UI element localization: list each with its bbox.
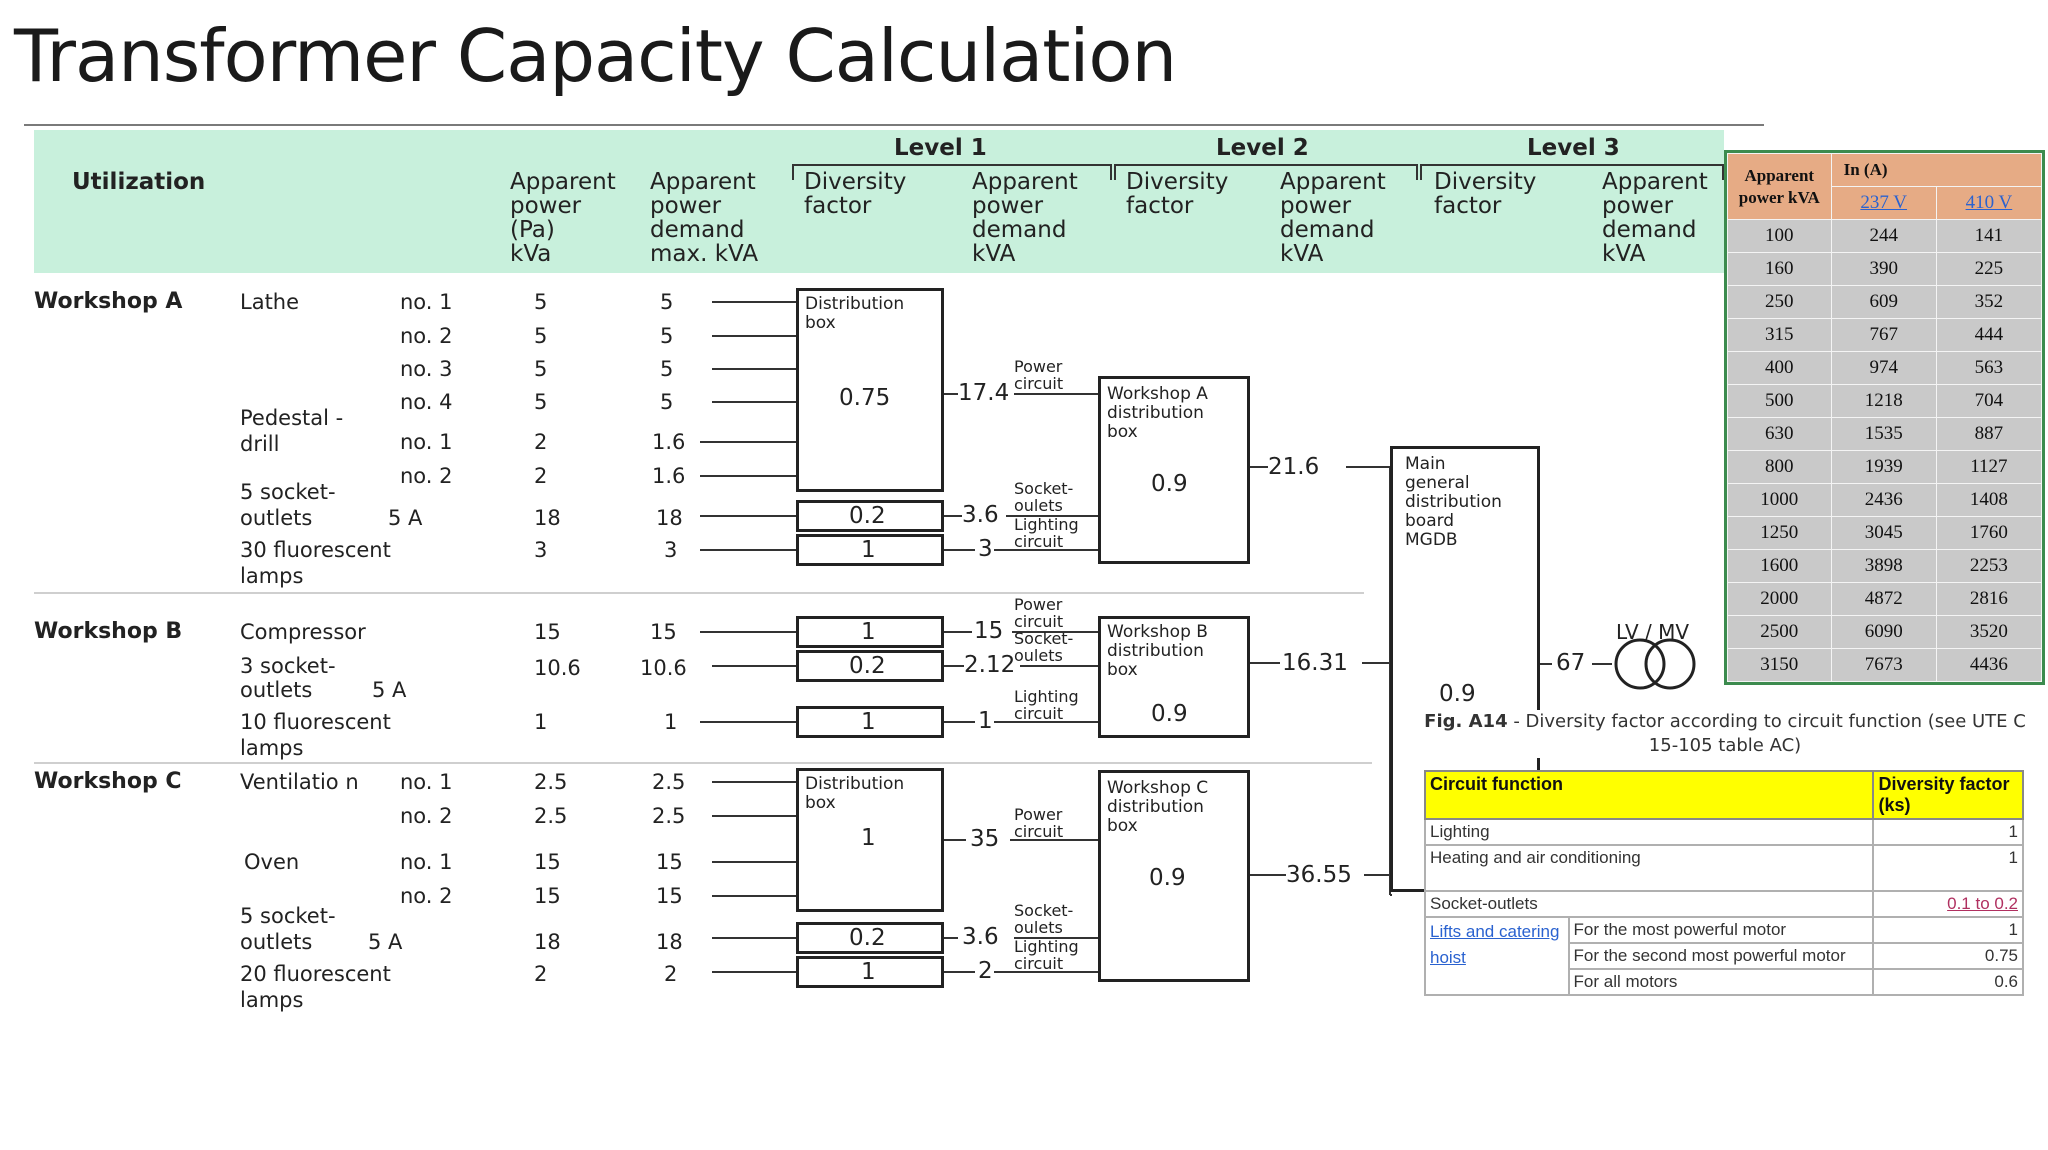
row-no: 5 A — [372, 678, 407, 702]
table-row: Heating and air conditioning 1 — [1425, 845, 2023, 891]
row-label-2: outlets — [240, 930, 313, 954]
page-title: Transformer Capacity Calculation — [14, 14, 1177, 98]
table-row: For the second most powerful motor 0.75 — [1425, 943, 2023, 969]
row-max: 2 — [664, 962, 678, 986]
lamp-factor-box: 1 — [796, 956, 944, 988]
table-row: Lighting 1 — [1425, 819, 2023, 845]
transformer-label: LV / MV — [1616, 620, 1690, 644]
row-label: 30 fluorescent — [240, 538, 391, 562]
row-pa: 2 — [534, 464, 548, 488]
row-label: 3 socket- — [240, 654, 336, 678]
col-410v: 410 V — [1936, 187, 2041, 220]
lamp-factor-box: 1 — [796, 706, 944, 738]
header-demand-3: Apparent power demand kVA — [1602, 169, 1708, 267]
power-circuit-label: Power circuit — [1014, 805, 1064, 841]
socket-label: Socket- oulets — [1014, 629, 1074, 665]
header-demand-1: Apparent power demand kVA — [972, 169, 1078, 267]
row-pa: 5 — [534, 390, 548, 414]
diversity-factor: 1 — [861, 825, 876, 851]
row-max: 1 — [664, 710, 678, 734]
workshop-b-label: Workshop B — [34, 619, 183, 644]
header-apparent-power: Apparent power (Pa) kVa — [510, 169, 616, 267]
col-diversity-factor: Diversity factor (ks) — [1873, 771, 2023, 819]
socket-factor-box: 0.2 — [796, 500, 944, 532]
table-row: For all motors 0.6 — [1425, 969, 2023, 995]
table-row: 250 609 352 — [1728, 286, 2042, 319]
socket-range-link[interactable]: 0.1 to 0.2 — [1947, 894, 2018, 913]
lighting-label: Lighting circuit — [1014, 687, 1079, 723]
header-utilization: Utilization — [72, 169, 206, 195]
row-no: no. 1 — [400, 850, 453, 874]
row-label-2: lamps — [240, 988, 304, 1012]
socket-factor-box: 0.2 — [796, 922, 944, 954]
col-apparent-power-kva: Apparent power kVA — [1728, 154, 1832, 220]
row-pa: 5 — [534, 290, 548, 314]
level-1-demand: 1 — [978, 708, 993, 734]
row-max: 5 — [660, 290, 674, 314]
lifts-link[interactable]: Lifts and catering — [1430, 922, 1560, 941]
level-1-demand: 2 — [978, 958, 993, 984]
row-separator — [34, 592, 1364, 594]
row-max: 2.5 — [652, 770, 686, 794]
table-row: 160 390 225 — [1728, 253, 2042, 286]
row-max: 2.5 — [652, 804, 686, 828]
workshop-c-distribution-board: Workshop C distribution box 0.9 — [1098, 770, 1250, 982]
table-row: 800 1939 1127 — [1728, 451, 2042, 484]
row-pa: 5 — [534, 357, 548, 381]
table-row: Lifts and catering hoist For the most powerful motor 1 — [1425, 917, 2023, 943]
row-no: 5 A — [368, 930, 403, 954]
row-pa: 5 — [534, 324, 548, 348]
level-1-demand: 3.6 — [962, 924, 999, 950]
row-pa: 10.6 — [534, 656, 581, 680]
workshop-c-distribution-box: Distribution box 1 — [796, 768, 944, 912]
row-pa: 1 — [534, 710, 548, 734]
workshop-a-label: Workshop A — [34, 289, 183, 314]
table-row: 500 1218 704 — [1728, 385, 2042, 418]
table-row: 3150 7673 4436 — [1728, 649, 2042, 682]
row-max: 15 — [656, 884, 683, 908]
row-label: 20 fluorescent — [240, 962, 391, 986]
workshop-c-label: Workshop C — [34, 769, 182, 794]
row-pa: 15 — [534, 884, 561, 908]
level-1-demand: 17.4 — [958, 380, 1010, 406]
table-row: 315 767 444 — [1728, 319, 2042, 352]
level-3-demand: 67 — [1556, 650, 1586, 676]
row-pa: 18 — [534, 506, 561, 530]
row-no: no. 4 — [400, 390, 453, 414]
row-no: no. 2 — [400, 884, 453, 908]
row-max: 18 — [656, 506, 683, 530]
row-max: 5 — [660, 357, 674, 381]
row-label: Compressor — [240, 620, 366, 644]
row-label: Pedestal - — [240, 406, 344, 430]
row-label-2: outlets — [240, 506, 313, 530]
table-row: 1000 2436 1408 — [1728, 484, 2042, 517]
socket-label: Socket- oulets — [1014, 479, 1074, 515]
level-2-demand: 21.6 — [1268, 454, 1320, 480]
header-level-1: Level 1 — [894, 135, 987, 161]
diversity-factor: 0.75 — [839, 385, 891, 411]
row-no: 5 A — [388, 506, 423, 530]
row-label-2: lamps — [240, 736, 304, 760]
header-level-3: Level 3 — [1527, 135, 1620, 161]
hoist-link[interactable]: hoist — [1430, 948, 1466, 967]
transformer-current-table — [1724, 150, 2045, 685]
level-1-demand: 3.6 — [962, 502, 999, 528]
table-row: 400 974 563 — [1728, 352, 2042, 385]
lighting-label: Lighting circuit — [1014, 515, 1079, 551]
row-pa: 15 — [534, 620, 561, 644]
table-row: 1250 3045 1760 — [1728, 517, 2042, 550]
level-2-demand: 16.31 — [1282, 650, 1348, 676]
table-row: 2500 6090 3520 — [1728, 616, 2042, 649]
lamp-factor-box: 1 — [796, 534, 944, 566]
col-circuit-function: Circuit function — [1425, 771, 1873, 819]
row-max: 15 — [656, 850, 683, 874]
transformer-icon — [1616, 640, 1694, 688]
table-row: Socket-outlets 0.1 to 0.2 — [1425, 891, 2023, 917]
header-diversity-3: Diversity factor — [1434, 169, 1537, 219]
col-in-a: In (A) — [1831, 154, 2041, 187]
level-1-demand: 3 — [978, 536, 993, 562]
level-1-demand: 2.12 — [964, 652, 1016, 678]
row-label-2: outlets — [240, 678, 313, 702]
row-pa: 2 — [534, 430, 548, 454]
row-pa: 2 — [534, 962, 548, 986]
row-label-2: lamps — [240, 564, 304, 588]
row-label: Lathe — [240, 290, 300, 314]
workshop-b-distribution-board: Workshop B distribution box 0.9 — [1098, 616, 1250, 738]
row-pa: 2.5 — [534, 804, 568, 828]
row-pa: 3 — [534, 538, 548, 562]
header-apparent-demand-max: Apparent power demand max. kVA — [650, 169, 759, 267]
row-no: no. 1 — [400, 290, 453, 314]
socket-factor-box: 0.2 — [796, 650, 944, 682]
main-distribution-board: Main general distribution board MGDB 0.9 — [1390, 446, 1540, 892]
header-level-2: Level 2 — [1216, 135, 1309, 161]
workshop-a-distribution-board: Workshop A distribution box 0.9 — [1098, 376, 1250, 564]
row-label-2: drill — [240, 432, 280, 456]
row-no: no. 1 — [400, 430, 453, 454]
row-separator — [34, 762, 1372, 764]
socket-label: Socket- oulets — [1014, 901, 1074, 937]
row-max: 5 — [660, 390, 674, 414]
row-max: 1.6 — [652, 464, 686, 488]
row-pa: 15 — [534, 850, 561, 874]
row-max: 10.6 — [640, 656, 687, 680]
diversity-factor-table — [1424, 770, 2024, 996]
table-row: 1600 3898 2253 — [1728, 550, 2042, 583]
header-diversity-1: Diversity factor — [804, 169, 907, 219]
row-max: 5 — [660, 324, 674, 348]
row-label: 5 socket- — [240, 904, 336, 928]
row-label: Ventilatio n — [240, 770, 359, 794]
row-no: no. 2 — [400, 804, 453, 828]
row-pa: 18 — [534, 930, 561, 954]
lighting-label: Lighting circuit — [1014, 937, 1079, 973]
row-max: 3 — [664, 538, 678, 562]
table-row: 2000 4872 2816 — [1728, 583, 2042, 616]
compressor-factor-box: 1 — [796, 616, 944, 648]
table-row: 630 1535 887 — [1728, 418, 2042, 451]
row-label: 5 socket- — [240, 480, 336, 504]
table-row: 100 244 141 — [1728, 220, 2042, 253]
header-demand-2: Apparent power demand kVA — [1280, 169, 1386, 267]
figure-caption: Fig. A14 - Diversity factor according to circuit function (see UTE C 15-105 table AC) — [1424, 711, 2026, 756]
row-no: no. 2 — [400, 324, 453, 348]
row-label: Oven — [244, 850, 300, 874]
mgdb-factor: 0.9 — [1439, 681, 1476, 707]
header-diversity-2: Diversity factor — [1126, 169, 1229, 219]
col-237v: 237 V — [1831, 187, 1936, 220]
row-max: 18 — [656, 930, 683, 954]
row-max: 15 — [650, 620, 677, 644]
row-max: 1.6 — [652, 430, 686, 454]
level-1-demand: 35 — [970, 826, 1000, 852]
row-no: no. 1 — [400, 770, 453, 794]
level-1-demand: 15 — [974, 618, 1004, 644]
row-no: no. 2 — [400, 464, 453, 488]
level-2-demand: 36.55 — [1286, 862, 1352, 888]
row-no: no. 3 — [400, 357, 453, 381]
row-pa: 2.5 — [534, 770, 568, 794]
power-circuit-label: Power circuit — [1014, 357, 1064, 393]
workshop-a-distribution-box: Distribution box 0.75 — [796, 288, 944, 492]
power-circuit-label: Power circuit — [1014, 595, 1064, 631]
row-label: 10 fluorescent — [240, 710, 391, 734]
